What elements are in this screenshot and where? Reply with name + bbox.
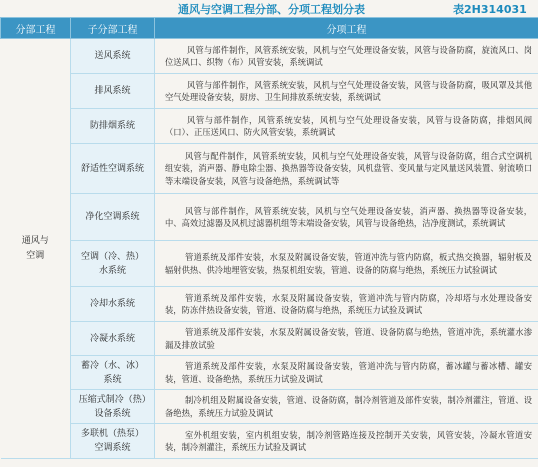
division-cell xyxy=(1,39,71,459)
items-cell: 管道系统及部件安装，水泵及附属设备安装，管道冲洗与管内防腐，蓄冰罐与蓄冰槽、罐安装，管道、设备绝热，系统压力试验及调试 xyxy=(155,356,538,390)
title-row xyxy=(0,0,538,16)
items-cell: 管道系统及部件安装，水泵及附属设备安装，管道、设备防腐与绝热，管道冲洗，系统灌水渗漏及排放试验 xyxy=(155,322,538,356)
items-cell: 风管与部件制作，风管系统安装，风机与空气处理设备安装，风管与设备防腐，排烟风阀（口）、正压送风口、防火风管安装，系统调试 xyxy=(155,109,538,144)
table-row xyxy=(1,194,538,241)
table-row xyxy=(1,39,538,74)
division-table xyxy=(0,17,538,459)
table-row xyxy=(1,356,538,390)
header-items: 分项工程 xyxy=(155,18,538,39)
header-sub-division: 子分部工程 xyxy=(71,18,155,39)
table-header-row xyxy=(1,18,538,39)
sub-division-cell: 净化空调系统 xyxy=(71,194,155,241)
division-label: 通风与空调 xyxy=(21,235,49,261)
sub-division-cell: 冷却水系统 xyxy=(71,287,155,322)
items-cell: 管道系统及部件安装，水泵及附属设备安装，管道冲洗与管内防腐，板式热交换器，辐射板及辐射供热、供冷地埋管安装，热泵机组安装，管道、设备的防腐与绝热，系统压力试验调试 xyxy=(155,241,538,287)
table-row xyxy=(1,390,538,424)
sub-division-cell: 冷凝水系统 xyxy=(71,322,155,356)
items-cell: 风管与部件制作，风管系统安装，风机与空气处理设备安装，风管与设备防腐，旋流风口、岗位送风口、织物（布）风管安装，系统调试 xyxy=(155,39,538,74)
table-row xyxy=(1,287,538,322)
sub-division-cell: 送风系统 xyxy=(71,39,155,74)
sub-division-cell: 空调（冷、热）水系统 xyxy=(71,241,155,287)
table-row xyxy=(1,109,538,144)
sub-division-cell: 压缩式制冷（热）设备系统 xyxy=(71,390,155,424)
sub-division-cell: 多联机（热泵）空调系统 xyxy=(71,424,155,459)
items-cell: 制冷机组及附属设备安装，管道、设备防腐，制冷剂管道及部件安装，制冷剂灌注，管道、设备绝热，系统压力试验及调试 xyxy=(155,390,538,424)
items-cell: 室外机组安装，室内机组安装，制冷剂管路连接及控制开关安装，风管安装，冷凝水管道安装，制冷剂灌注，系统压力试验及调试 xyxy=(155,424,538,459)
items-cell: 风管与部件制作，风管系统安装，风机与空气处理设备安装，风管与设备防腐，吸风罩及其他空气处理设备安装，厨房、卫生间排放系统安装，系统调试 xyxy=(155,74,538,109)
sub-division-cell: 防排烟系统 xyxy=(71,109,155,144)
header-division: 分部工程 xyxy=(1,18,71,39)
table-row xyxy=(1,144,538,194)
items-cell: 风管与部件制作，风管系统安装，风机与空气处理设备安装，消声器、换热器等设备安装，中、高效过滤器及风机过滤器机组等末端设备安装，风管与设备绝热，洁净度测试，系统调试 xyxy=(155,194,538,241)
sub-division-cell: 舒适性空调系统 xyxy=(71,144,155,194)
table-row xyxy=(1,424,538,459)
table-row xyxy=(1,241,538,287)
table-row xyxy=(1,74,538,109)
items-cell: 风管与配件制作，风管系统安装，风机与空气处理设备安装，风管与设备防腐，组合式空调机组安装，消声器、静电除尘器、换热器等设备安装，风机盘管、变风量与定风量送风装置、射流喷口等末端设备安装，风管与设备绝热，系统调试等 xyxy=(155,144,538,194)
table-row xyxy=(1,322,538,356)
table-title: 通风与空调工程分部、分项工程划分表 xyxy=(178,3,365,16)
items-cell: 管道系统及部件安装，水泵及附属设备安装，管道冲洗与管内防腐，冷却塔与水处理设备安装，防冻伴热设备安装，管道、设备防腐与绝热，系统压力试验及调试 xyxy=(155,287,538,322)
sub-division-cell: 排风系统 xyxy=(71,74,155,109)
sub-division-cell: 蓄冷（水、冰）系统 xyxy=(71,356,155,390)
table-number: 表2H314031 xyxy=(453,3,527,16)
